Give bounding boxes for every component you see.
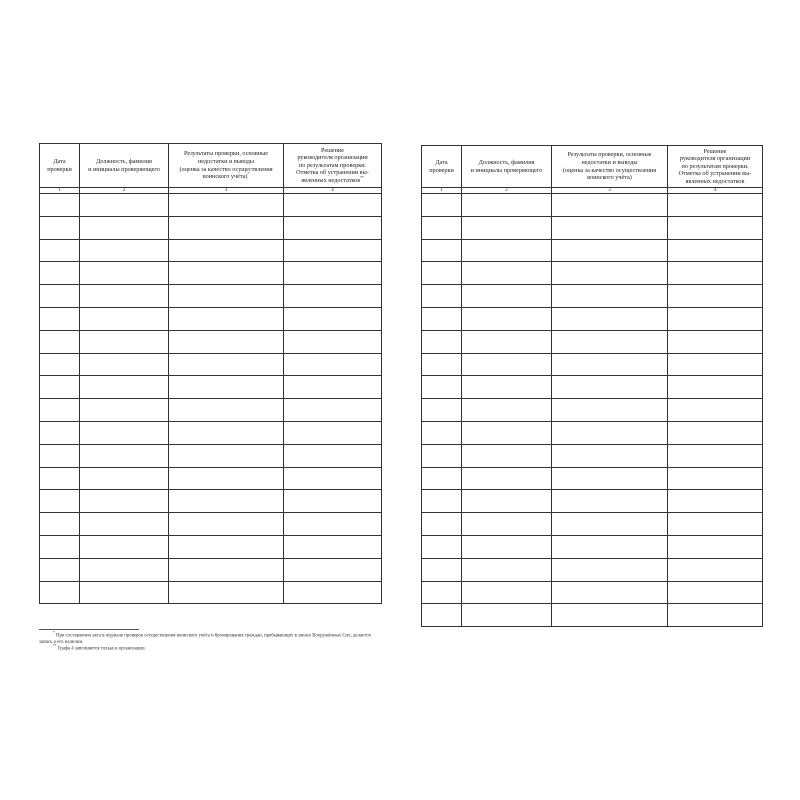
inspection-log-table-left bbox=[39, 143, 382, 604]
table-cell[interactable] bbox=[462, 330, 552, 353]
column-number: 4 bbox=[668, 188, 763, 194]
table-row bbox=[422, 194, 763, 217]
table-cell[interactable] bbox=[462, 307, 552, 330]
table-row bbox=[422, 399, 763, 422]
table-header-row bbox=[40, 144, 382, 188]
table-cell[interactable] bbox=[668, 399, 763, 422]
table-cell[interactable] bbox=[462, 285, 552, 308]
table-cell[interactable] bbox=[284, 535, 382, 558]
table-cell[interactable] bbox=[40, 262, 80, 285]
table-row bbox=[422, 330, 763, 353]
header-decision: Решение руководителя организации по результатам проверки. Отметка об устранении вы- явленных недостатков** bbox=[284, 144, 382, 188]
table-cell[interactable] bbox=[284, 444, 382, 467]
table-cell[interactable] bbox=[40, 376, 80, 399]
table-cell[interactable] bbox=[40, 399, 80, 422]
table-cell[interactable] bbox=[462, 604, 552, 627]
table-cell[interactable] bbox=[668, 513, 763, 536]
table-cell[interactable] bbox=[422, 513, 462, 536]
table-cell[interactable] bbox=[552, 307, 668, 330]
table-cell[interactable] bbox=[284, 330, 382, 353]
table-row bbox=[40, 490, 382, 513]
footnote-marker: * bbox=[247, 172, 250, 177]
table-cell[interactable] bbox=[422, 467, 462, 490]
table-cell[interactable] bbox=[552, 285, 668, 308]
table-row bbox=[422, 262, 763, 285]
table-cell[interactable] bbox=[40, 330, 80, 353]
footnotes bbox=[39, 629, 384, 653]
footnote-divider bbox=[39, 629, 139, 630]
table-cell[interactable] bbox=[668, 558, 763, 581]
table-cell[interactable] bbox=[40, 581, 80, 604]
table-row bbox=[422, 558, 763, 581]
table-cell[interactable] bbox=[284, 262, 382, 285]
table-cell[interactable] bbox=[284, 513, 382, 536]
table-cell[interactable] bbox=[668, 604, 763, 627]
table-cell[interactable] bbox=[462, 421, 552, 444]
footnote-marker: * bbox=[53, 631, 55, 635]
table-cell[interactable] bbox=[462, 535, 552, 558]
table-row bbox=[422, 239, 763, 262]
table-cell[interactable] bbox=[284, 490, 382, 513]
table-cell[interactable] bbox=[40, 490, 80, 513]
table-cell[interactable] bbox=[422, 216, 462, 239]
table-cell[interactable] bbox=[284, 353, 382, 376]
table-cell[interactable] bbox=[169, 376, 284, 399]
inspection-log-table-right bbox=[421, 145, 763, 627]
table-cell[interactable] bbox=[80, 467, 169, 490]
table-cell[interactable] bbox=[552, 513, 668, 536]
table-cell[interactable] bbox=[462, 467, 552, 490]
table-cell[interactable] bbox=[552, 262, 668, 285]
table-cell[interactable] bbox=[284, 285, 382, 308]
table-cell[interactable] bbox=[422, 262, 462, 285]
table-row bbox=[422, 285, 763, 308]
table-cell[interactable] bbox=[422, 604, 462, 627]
table-cell[interactable] bbox=[80, 376, 169, 399]
table-cell[interactable] bbox=[462, 490, 552, 513]
table-cell[interactable] bbox=[668, 194, 763, 217]
table-cell[interactable] bbox=[284, 376, 382, 399]
table-cell[interactable] bbox=[40, 307, 80, 330]
table-cell[interactable] bbox=[169, 194, 284, 217]
table-row bbox=[40, 239, 382, 262]
table-cell[interactable] bbox=[668, 216, 763, 239]
table-row bbox=[422, 307, 763, 330]
table-row bbox=[422, 604, 763, 627]
table-row bbox=[422, 353, 763, 376]
table-cell[interactable] bbox=[80, 581, 169, 604]
header-decision: Решение руководителя организации по результатам проверки. Отметка об устранении вы- явленных недостатков bbox=[668, 146, 763, 188]
table-row bbox=[422, 421, 763, 444]
table-cell[interactable] bbox=[462, 376, 552, 399]
table-cell[interactable] bbox=[169, 285, 284, 308]
table-row bbox=[422, 444, 763, 467]
table-row bbox=[40, 216, 382, 239]
table-cell[interactable] bbox=[462, 558, 552, 581]
table-cell[interactable] bbox=[40, 216, 80, 239]
table-cell[interactable] bbox=[169, 262, 284, 285]
table-cell[interactable] bbox=[169, 421, 284, 444]
table-cell[interactable] bbox=[284, 467, 382, 490]
table-cell[interactable] bbox=[80, 194, 169, 217]
table-cell[interactable] bbox=[169, 330, 284, 353]
table-row bbox=[40, 421, 382, 444]
table-cell[interactable] bbox=[422, 558, 462, 581]
table-row bbox=[422, 535, 763, 558]
table-cell[interactable] bbox=[80, 490, 169, 513]
table-cell[interactable] bbox=[552, 604, 668, 627]
table-cell[interactable] bbox=[40, 444, 80, 467]
table-cell[interactable] bbox=[552, 216, 668, 239]
table-cell[interactable] bbox=[552, 444, 668, 467]
table-cell[interactable] bbox=[284, 216, 382, 239]
table-row bbox=[40, 444, 382, 467]
table-cell[interactable] bbox=[552, 558, 668, 581]
table-row bbox=[40, 467, 382, 490]
table-body bbox=[40, 194, 382, 604]
table-cell[interactable] bbox=[284, 399, 382, 422]
table-cell[interactable] bbox=[422, 194, 462, 217]
table-row bbox=[40, 513, 382, 536]
footnote-marker: ** bbox=[360, 175, 364, 180]
table-cell[interactable] bbox=[552, 467, 668, 490]
table-cell[interactable] bbox=[80, 353, 169, 376]
table-cell[interactable] bbox=[462, 444, 552, 467]
table-cell[interactable] bbox=[169, 307, 284, 330]
table-cell[interactable] bbox=[422, 421, 462, 444]
table-cell[interactable] bbox=[40, 535, 80, 558]
table-cell[interactable] bbox=[40, 239, 80, 262]
table-cell[interactable] bbox=[169, 558, 284, 581]
table-cell[interactable] bbox=[40, 558, 80, 581]
journal-page-left bbox=[39, 143, 381, 604]
header-date: Дата проверки bbox=[422, 146, 462, 188]
footnote-2: ** Графа 4 заполняется только в организации. bbox=[53, 644, 146, 652]
table-cell[interactable] bbox=[552, 239, 668, 262]
table-header-row bbox=[422, 146, 763, 188]
table-cell[interactable] bbox=[80, 444, 169, 467]
table-row bbox=[40, 307, 382, 330]
table-row bbox=[40, 330, 382, 353]
table-cell[interactable] bbox=[668, 376, 763, 399]
table-row bbox=[40, 353, 382, 376]
table-cell[interactable] bbox=[552, 330, 668, 353]
table-row bbox=[422, 513, 763, 536]
table-cell[interactable] bbox=[80, 399, 169, 422]
table-cell[interactable] bbox=[169, 353, 284, 376]
table-cell[interactable] bbox=[668, 262, 763, 285]
table-row bbox=[40, 262, 382, 285]
header-inspector: Должность, фамилия и инициалы проверяющего bbox=[80, 144, 169, 188]
table-cell[interactable] bbox=[169, 581, 284, 604]
table-cell[interactable] bbox=[462, 239, 552, 262]
table-cell[interactable] bbox=[80, 421, 169, 444]
table-cell[interactable] bbox=[40, 513, 80, 536]
table-cell[interactable] bbox=[80, 262, 169, 285]
table-cell[interactable] bbox=[552, 399, 668, 422]
table-cell[interactable] bbox=[462, 513, 552, 536]
table-cell[interactable] bbox=[40, 421, 80, 444]
column-number: 1 bbox=[40, 188, 80, 194]
table-cell[interactable] bbox=[284, 239, 382, 262]
table-cell[interactable] bbox=[422, 330, 462, 353]
column-number: 4 bbox=[284, 188, 382, 194]
table-cell[interactable] bbox=[80, 239, 169, 262]
table-cell[interactable] bbox=[422, 353, 462, 376]
table-cell[interactable] bbox=[80, 558, 169, 581]
table-cell[interactable] bbox=[40, 467, 80, 490]
table-cell[interactable] bbox=[462, 262, 552, 285]
table-cell[interactable] bbox=[552, 490, 668, 513]
journal-page-right bbox=[421, 145, 762, 627]
header-date: Дата проверки bbox=[40, 144, 80, 188]
table-cell[interactable] bbox=[668, 467, 763, 490]
table-cell[interactable] bbox=[422, 399, 462, 422]
table-cell[interactable] bbox=[169, 399, 284, 422]
table-cell[interactable] bbox=[422, 535, 462, 558]
table-row bbox=[40, 558, 382, 581]
table-cell[interactable] bbox=[462, 399, 552, 422]
table-row bbox=[422, 581, 763, 604]
table-cell[interactable] bbox=[169, 444, 284, 467]
table-cell[interactable] bbox=[169, 239, 284, 262]
table-cell[interactable] bbox=[80, 285, 169, 308]
footnote-1: * При составлении акта в журнале проверок осуществления воинского учёта и бронирования граждан, пребывающих в запасе Вооружённых Сил, делается запись о его наличии. bbox=[39, 631, 371, 645]
column-number: 2 bbox=[462, 188, 552, 194]
table-cell[interactable] bbox=[40, 194, 80, 217]
table-row bbox=[40, 581, 382, 604]
table-cell[interactable] bbox=[552, 194, 668, 217]
table-cell[interactable] bbox=[552, 535, 668, 558]
table-cell[interactable] bbox=[422, 581, 462, 604]
table-cell[interactable] bbox=[169, 490, 284, 513]
table-cell[interactable] bbox=[40, 353, 80, 376]
table-cell[interactable] bbox=[552, 353, 668, 376]
table-row bbox=[40, 194, 382, 217]
table-cell[interactable] bbox=[169, 467, 284, 490]
table-cell[interactable] bbox=[668, 307, 763, 330]
table-cell[interactable] bbox=[422, 307, 462, 330]
table-cell[interactable] bbox=[284, 194, 382, 217]
table-cell[interactable] bbox=[462, 353, 552, 376]
table-row bbox=[40, 535, 382, 558]
table-cell[interactable] bbox=[668, 535, 763, 558]
table-cell[interactable] bbox=[169, 513, 284, 536]
table-cell[interactable] bbox=[80, 513, 169, 536]
column-number: 3 bbox=[552, 188, 668, 194]
header-inspector: Должность, фамилия и инициалы проверяющего bbox=[462, 146, 552, 188]
table-cell[interactable] bbox=[668, 239, 763, 262]
table-cell[interactable] bbox=[169, 216, 284, 239]
table-cell[interactable] bbox=[668, 490, 763, 513]
table-cell[interactable] bbox=[80, 535, 169, 558]
table-cell[interactable] bbox=[422, 490, 462, 513]
table-cell[interactable] bbox=[80, 216, 169, 239]
table-cell[interactable] bbox=[668, 353, 763, 376]
table-row bbox=[422, 376, 763, 399]
table-row bbox=[422, 490, 763, 513]
table-cell[interactable] bbox=[40, 285, 80, 308]
footnote-marker: ** bbox=[53, 644, 57, 649]
table-cell[interactable] bbox=[552, 376, 668, 399]
table-cell[interactable] bbox=[422, 376, 462, 399]
table-cell[interactable] bbox=[80, 330, 169, 353]
header-results: Результаты проверки, основные недостатки и выводы (оценка за качество осуществления воинского учёта)* bbox=[169, 144, 284, 188]
table-cell[interactable] bbox=[668, 285, 763, 308]
table-row bbox=[422, 216, 763, 239]
table-cell[interactable] bbox=[284, 581, 382, 604]
table-cell[interactable] bbox=[284, 421, 382, 444]
table-row bbox=[40, 376, 382, 399]
table-cell[interactable] bbox=[668, 581, 763, 604]
table-row bbox=[422, 467, 763, 490]
table-cell[interactable] bbox=[668, 444, 763, 467]
table-cell[interactable] bbox=[552, 421, 668, 444]
column-number: 1 bbox=[422, 188, 462, 194]
table-cell[interactable] bbox=[284, 558, 382, 581]
table-cell[interactable] bbox=[668, 421, 763, 444]
table-cell[interactable] bbox=[284, 307, 382, 330]
column-number: 3 bbox=[169, 188, 284, 194]
header-results: Результаты проверки, основные недостатки и выводы (оценка за качество осуществления воинского учёта) bbox=[552, 146, 668, 188]
table-cell[interactable] bbox=[422, 444, 462, 467]
table-cell[interactable] bbox=[462, 194, 552, 217]
table-cell[interactable] bbox=[422, 285, 462, 308]
table-body bbox=[422, 194, 763, 627]
table-cell[interactable] bbox=[169, 535, 284, 558]
table-cell[interactable] bbox=[552, 581, 668, 604]
table-cell[interactable] bbox=[80, 307, 169, 330]
table-row bbox=[40, 399, 382, 422]
table-cell[interactable] bbox=[422, 239, 462, 262]
table-cell[interactable] bbox=[462, 216, 552, 239]
column-number: 2 bbox=[80, 188, 169, 194]
table-cell[interactable] bbox=[668, 330, 763, 353]
table-cell[interactable] bbox=[462, 581, 552, 604]
table-row bbox=[40, 285, 382, 308]
